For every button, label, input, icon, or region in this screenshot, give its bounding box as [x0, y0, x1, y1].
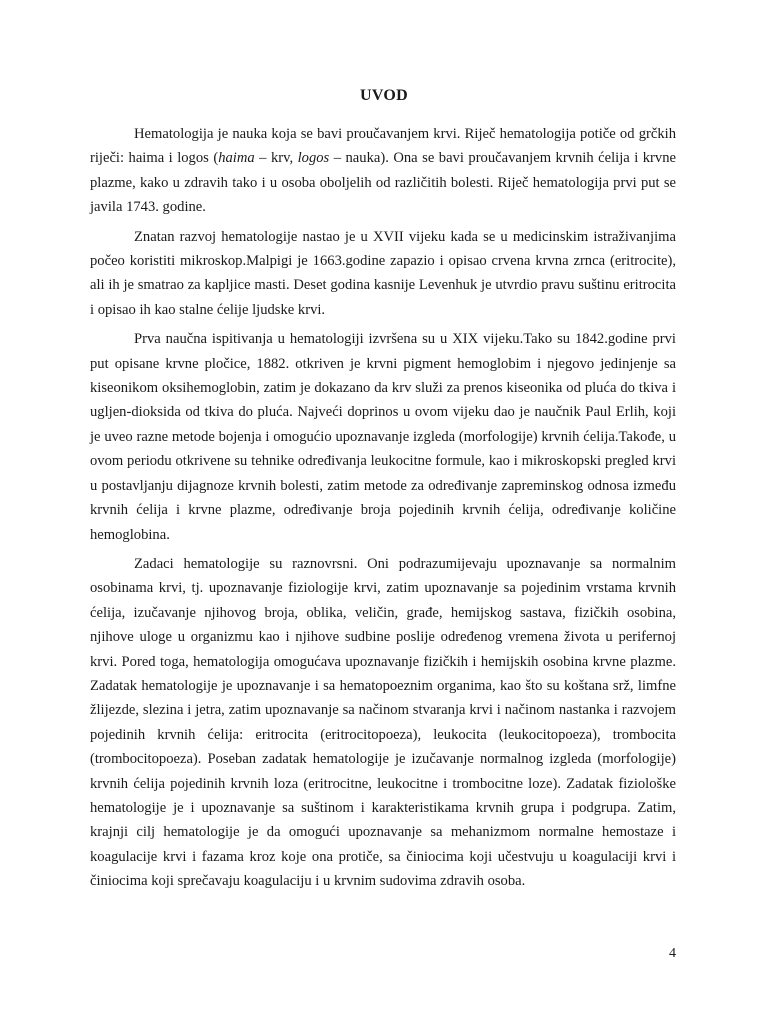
paragraph-intro-text-2: – krv, [254, 150, 298, 167]
paragraph-intro-text-1: Hematologija je nauka koja se bavi proučavanjem krvi. Riječ hematologija potiče od grčkih riječi: haima i logos ( [90, 126, 676, 167]
term-logos: logos [297, 150, 330, 167]
paragraph-intro-text-3: – nauka). Ona se bavi proučavanjem krvnih ćelija i krvne plazme, kako u zdravih tako i u osoba oboljelih od različitih bolesti. Riječ hematologija prvi put se javila 1743. godine. [90, 150, 676, 216]
page-title: UVOD [360, 87, 408, 104]
document-body [90, 122, 676, 899]
paragraph-intro [90, 122, 676, 220]
page-number: 4 [669, 946, 676, 961]
paragraph-tasks: Zadaci hematologije su raznovrsni. Oni podrazumijevaju upoznavanje sa normalnim osobinama krvi, tj. upoznavanje fiziologije krvi, zatim upoznavanje sa pojedinim vrstama krvnih ćelija, izučavanje njihovog broja, oblika, veličin, građe, hemijskog sastava, fizičkih osobina, njihove uloge u organizmu kao i njihove sudbine poslije određenog vremena života u perifernoj krvi. Pored toga, hematologija omogućava upoznavanje fizičkih i hemijskih osobina krvne plazme. Zadatak hematologije je upoznavanje i sa hematopoeznim organima, kao što su koštana srž, limfne žlijezde, slezina i jetra, zatim upoznavanje sa načinom stvaranja krvi i načinom nastanka i razvojem pojedinih krvnih ćelija: eritrocita (eritrocitopoeza), leukocita (leukocitopoeza), trombocita (trombocitopoeza). Poseban zadatak hematologije je izučavanje normalnog izgleda (morfologije) krvnih ćelija pojedinih krvnih loza (eritrocitne, leukocitne i trombocitne loze). Zadatak fiziološke hematologije je i upoznavanje sa suštinom i karakteristikama krvnih grupa i podgrupa. Zatim, krajnji cilj hematologije je da omogući upoznavanje sa mehanizmom normalne hemostaze i koagulacije krvi i fazama kroz koje ona protiče, sa činiocima koji učestvuju u koagulaciji krvi i činiocima koji sprečavaju koagulaciju i u krvnim sudovima zdravih osoba. [90, 555, 676, 890]
paragraph-history-microscope: Znatan razvoj hematologije nastao je u XVII vijeku kada se u medicinskim istraživanjima počeo koristiti mikroskop.Malpigi je 1663.godine zapazio i opisao crvena krvna zrnca (eritrocite), ali ih je smatrao za kapljice masti. Deset godina kasnije Levenhuk je utvrdio pravu suštinu eritrocita i opisao ih kao stalne ćelije ljudske krvi. [90, 228, 676, 318]
term-haima: haima [218, 150, 255, 167]
paragraph-history-19th-century: Prva naučna ispitivanja u hematologiji izvršena su u XIX vijeku.Tako su 1842.godine prvi put opisane krvne pločice, 1882. otkriven je krvni pigment hemoglobim i njegovo jedinjenje sa kiseonikom oksihemoglobin, zatim je dokazano da krv služi za prenos kiseonika od pluća do tkiva i ugljen-dioksida od tkiva do pluća. Najveći doprinos u ovom vijeku dao je naučnik Paul Erlih, koji je uveo razne metode bojenja i omogućio upoznavanje izgleda (morfologije) krvnih ćelija.Takođe, u ovom periodu otkrivene su tehnike određivanja leukocitne formule, kao i mikroskopski pregled krvi u postavljanju dijagnoze krvnih bolesti, zatim metode za određivanje zapreminskog odnosa između krvnih ćelija i krvne plazme, određivanje broja pojedinih krvnih ćelija, određivanje količine hemoglobina. [90, 331, 676, 543]
